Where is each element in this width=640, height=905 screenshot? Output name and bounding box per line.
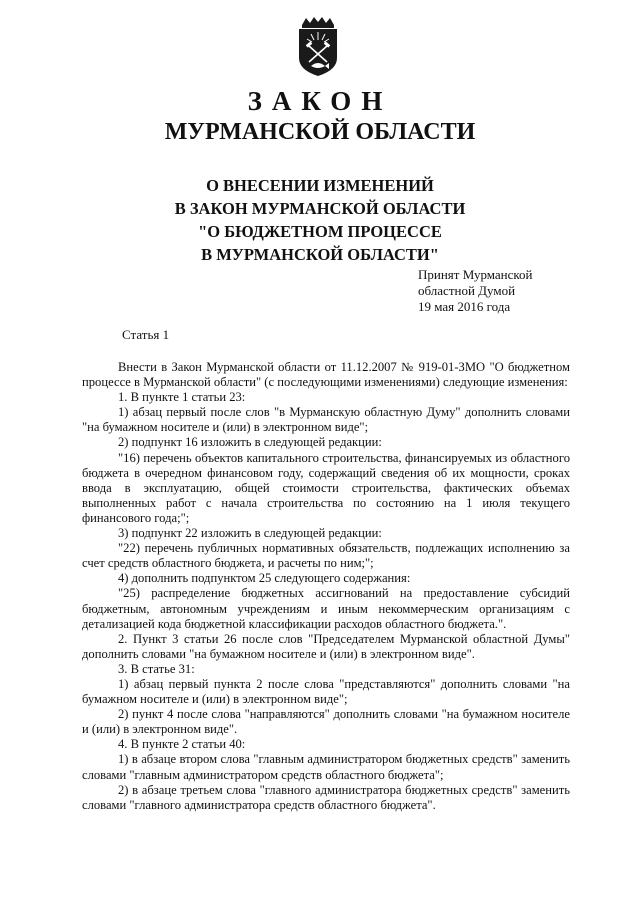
adoption-line: Принят Мурманской — [418, 267, 533, 282]
paragraph: 3. В статье 31: — [118, 661, 195, 676]
paragraph: "25) распределение бюджетных ассигнований на предоставление субсидий бюджетным, автономным учреждениям и иным некоммерческим организациям с детализацией кода бюджетной классификации расходов областного бюджета.". — [82, 586, 570, 631]
paragraph: 2) в абзаце третьем слова "главного администратора бюджетных средств" заменить словами "главного администратора средств областного бюджета". — [82, 782, 570, 812]
law-heading: ЗАКОН — [247, 86, 393, 116]
adoption-line: областной Думой — [418, 283, 516, 298]
paragraph: 3) подпункт 22 изложить в следующей редакции: — [118, 526, 382, 541]
paragraph: "16) перечень объектов капитального строительства, финансируемых из областного бюджета в очередном финансовом году, содержащий сведения об их мощности, сроках ввода в эксплуатацию, общей стоимости строительства, фактических объемах выполненных работ с начала строительства по состоянию на 1 июля текущего финансового года;"; — [82, 450, 570, 525]
title-line: "О БЮДЖЕТНОМ ПРОЦЕССЕ — [198, 222, 442, 241]
paragraph: 1) в абзаце втором слова "главным администратором бюджетных средств" заменить словами "главным администратором средств областного бюджета"; — [82, 752, 570, 782]
paragraph: 4) дополнить подпунктом 25 следующего содержания: — [118, 571, 411, 586]
murmansk-coat-of-arms-icon — [294, 16, 342, 78]
region-heading: МУРМАНСКОЙ ОБЛАСТИ — [164, 119, 476, 145]
paragraph: 1) абзац первый пункта 2 после слова "представляются" дополнить словами "на бумажном носителе и (или) в электронном виде"; — [82, 676, 570, 707]
adoption-date: 19 мая 2016 года — [418, 299, 511, 314]
paragraph: 1. В пункте 1 статьи 23: — [118, 390, 246, 405]
adoption-block — [418, 267, 618, 315]
paragraph: 2) подпункт 16 изложить в следующей редакции: — [118, 435, 382, 450]
law-title — [0, 174, 640, 266]
paragraph: 2) пункт 4 после слова "направляются" дополнить словами "на бумажном носителе и (или) в электронном виде". — [82, 707, 570, 737]
title-line: В МУРМАНСКОЙ ОБЛАСТИ" — [201, 245, 439, 264]
paragraph: 2. Пункт 3 статьи 26 после слов "Председателем Мурманской областной Думы" дополнить словами "на бумажном носителе и (или) в электронном виде". — [82, 631, 570, 661]
paragraph: 4. В пункте 2 статьи 40: — [118, 737, 246, 752]
paragraph: 1) абзац первый после слов "в Мурманскую областную Думу" дополнить словами "на бумажном носителе и (или) в электронном виде"; — [82, 405, 570, 435]
paragraph: "22) перечень публичных нормативных обязательств, подлежащих исполнению за счет средств областного бюджета, и расчеты по ним;"; — [82, 541, 570, 571]
title-line: О ВНЕСЕНИИ ИЗМЕНЕНИЙ — [206, 176, 434, 195]
paragraph: Внести в Закон Мурманской области от 11.12.2007 № 919-01-ЗМО "О бюджетном процессе в Мурманской области" (с последующими изменениями) следующие изменения: — [82, 360, 570, 390]
article-label: Статья 1 — [122, 327, 170, 342]
article-body — [82, 360, 570, 813]
title-line: В ЗАКОН МУРМАНСКОЙ ОБЛАСТИ — [174, 199, 466, 218]
